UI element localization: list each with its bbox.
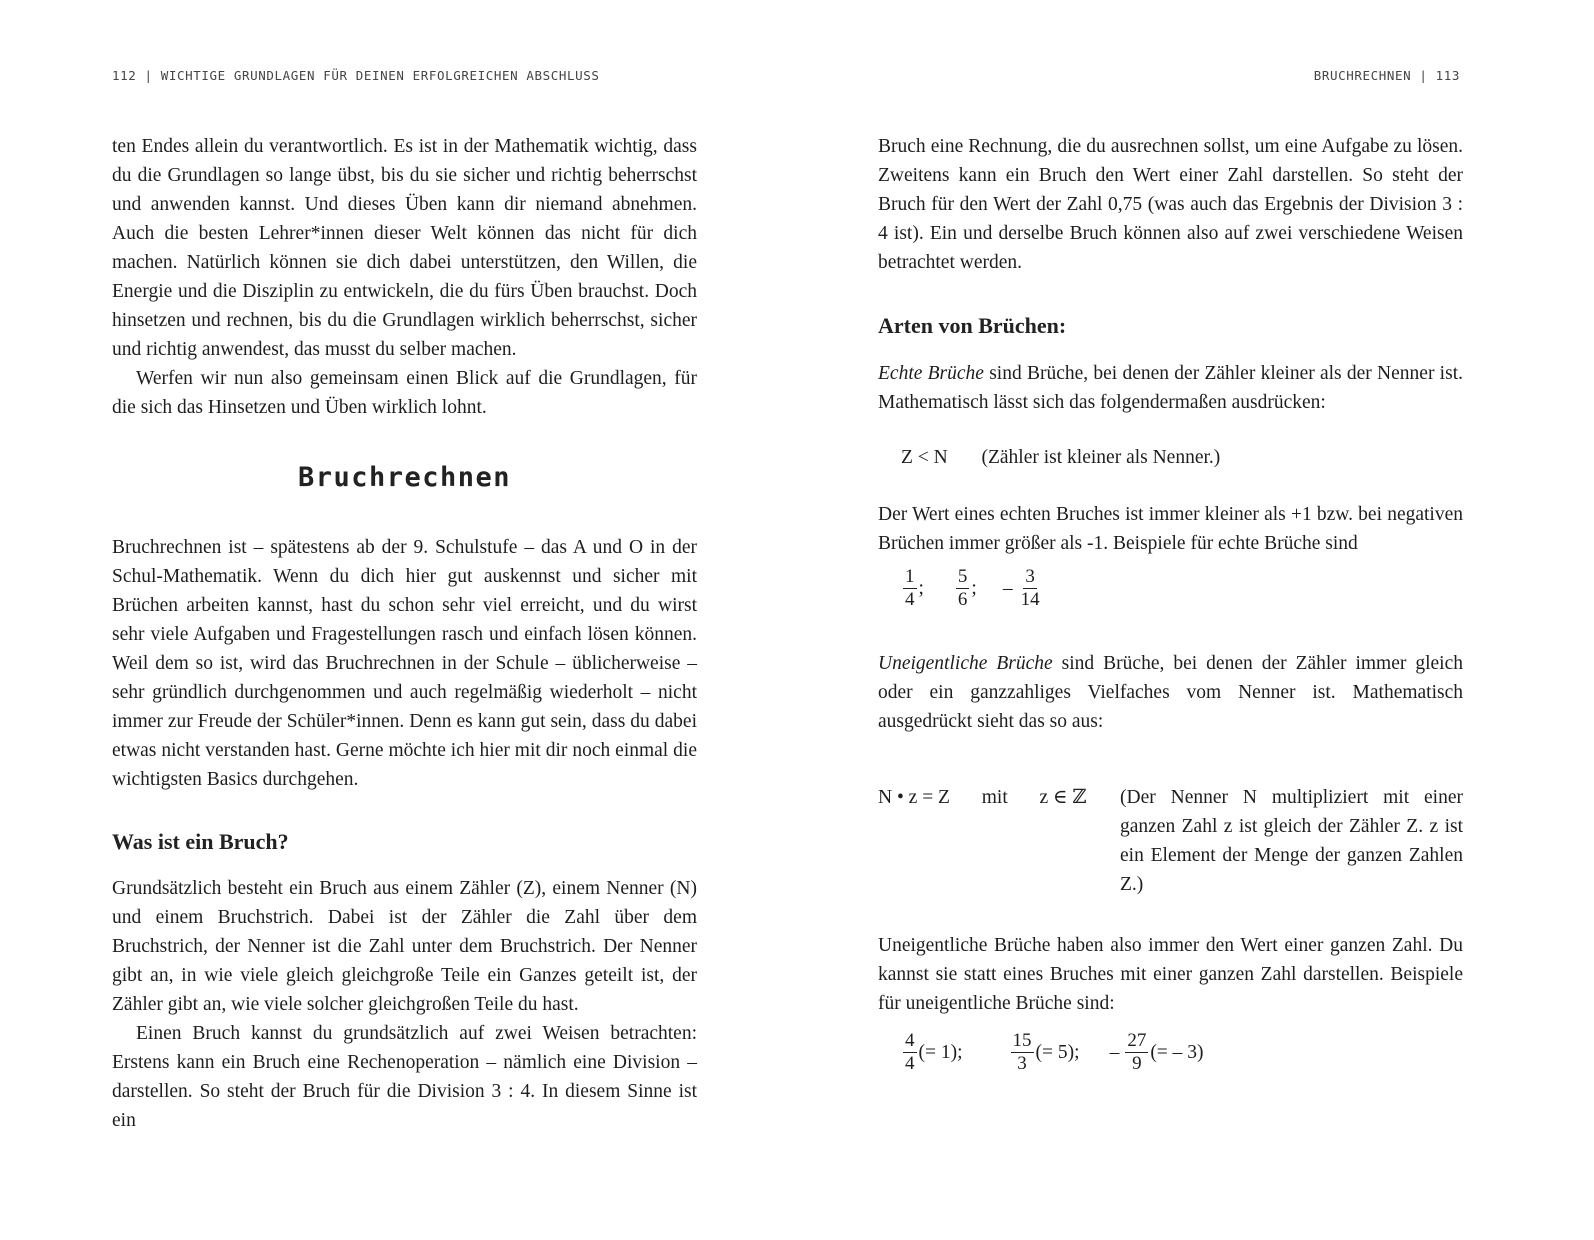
running-head-left: 112 | WICHTIGE GRUNDLAGEN FÜR DEINEN ERFOLGREICHEN ABSCHLUSS	[112, 68, 600, 83]
numerator: 4	[905, 1030, 915, 1051]
fraction	[903, 566, 917, 611]
fraction	[1011, 1030, 1034, 1075]
formula-row	[878, 443, 1463, 472]
paragraph: Werfen wir nun also gemeinsam einen Blick auf die Grundlagen, für die sich das Hinsetzen und Üben wirklich lohnt.	[112, 368, 697, 418]
fraction-value: (= – 3)	[1150, 1041, 1204, 1063]
fraction-value: (= 5);	[1035, 1041, 1080, 1063]
minus-sign: –	[1109, 1041, 1120, 1063]
section-heading: Was ist ein Bruch?	[112, 829, 289, 854]
examples-proper-fractions	[878, 566, 1463, 611]
denominator: 4	[905, 589, 915, 610]
formula-row	[878, 783, 1463, 899]
formula-note: (Der Nenner N multipliziert mit einer ganzen Zahl z ist gleich der Zähler Z. z ist ein Element der Menge der ganzen Zahlen Z.)	[1120, 787, 1463, 895]
formula-note: (Zähler ist kleiner als Nenner.)	[981, 447, 1221, 468]
paragraph: Uneigentliche Brüche haben also immer den Wert einer ganzen Zahl. Du kannst sie statt eines Bruches mit einer ganzen Zahl darstellen. Beispiele für uneigentliche Brüche sind:	[878, 935, 1463, 1014]
paragraph-text: sind Brüche, bei denen der Zähler kleiner als der Nenner ist. Mathematisch lässt sich das folgendermaßen ausdrücken:	[878, 363, 1463, 413]
paragraph: Grundsätzlich besteht ein Bruch aus einem Zähler (Z), einem Nenner (N) und einem Bruchstrich. Dabei ist der Zähler die Zahl über dem Bruchstrich, der Nenner ist die Zahl unter dem Bruchstrich. Der Nenner gibt an, in wie viele gleich gleichgroße Teile ein Ganzes geteilt ist, der Zähler gibt an, wie viele solcher gleichgroßen Teile du hast.	[112, 878, 697, 1015]
paragraph	[878, 359, 1463, 417]
chapter-title: Bruchrechnen	[297, 462, 512, 493]
numerator: 5	[957, 566, 968, 587]
emphasis-term: Uneigentliche Brüche	[878, 653, 1053, 674]
formula-connector: mit	[981, 787, 1008, 808]
fraction	[956, 566, 970, 611]
numerator: 27	[1127, 1030, 1147, 1051]
formula: Z < N	[901, 447, 948, 468]
right-column	[878, 132, 1463, 1075]
right-page	[797, 0, 1594, 1240]
paragraph: Der Wert eines echten Bruches ist immer kleiner als +1 bzw. bei negativen Brüchen immer größer als -1. Beispiele für echte Brüche sind	[878, 504, 1463, 554]
formula-note-box	[1120, 783, 1463, 899]
separator: ;	[971, 577, 977, 599]
denominator: 4	[905, 1053, 915, 1074]
fraction	[1125, 1030, 1148, 1075]
numerator: 3	[1025, 566, 1035, 587]
running-head-right: BRUCHRECHNEN | 113	[1313, 68, 1460, 83]
numerator: 1	[905, 566, 915, 587]
fraction-value: (= 1);	[918, 1041, 963, 1063]
formula	[878, 783, 1120, 812]
section-heading: Arten von Brüchen:	[878, 313, 1067, 338]
formula-set: z ∈ ℤ	[1039, 787, 1087, 808]
denominator: 9	[1132, 1053, 1142, 1074]
denominator: 3	[1017, 1053, 1027, 1074]
denominator: 14	[1020, 589, 1040, 610]
left-column	[112, 132, 697, 1135]
paragraph-text: sind Brüche, bei denen der Zähler immer gleich oder ein ganzzahliges Vielfaches vom Nenner ist. Mathematisch ausgedrückt sieht das so aus:	[878, 653, 1464, 732]
fraction	[903, 1030, 917, 1075]
formula-expression: N • z = Z	[878, 787, 950, 808]
paragraph: Bruch eine Rechnung, die du ausrechnen sollst, um eine Aufgabe zu lösen. Zweitens kann ein Bruch den Wert einer Zahl darstellen. So steht der Bruch für den Wert der Zahl 0,75 (was auch das Ergebnis der Division 3 : 4 ist). Ein und derselbe Bruch können also auf zwei verschiedene Weisen betrachtet werden.	[878, 136, 1463, 273]
separator: ;	[918, 577, 924, 599]
numerator: 15	[1012, 1030, 1032, 1051]
paragraph: Bruchrechnen ist – spätestens ab der 9. Schulstufe – das A und O in der Schul-Mathematik. Wenn du dich hier gut auskennst und sicher mit Brüchen arbeiten kannst, hast du schon sehr viel erreicht, und du wirst sehr viele Aufgaben und Fragestellungen rasch und einfach lösen können. Weil dem so ist, wird das Bruchrechnen in der Schule – üblicherweise – sehr gründlich durchgenommen und auch regelmäßig wiederholt – nicht immer zur Freude der Schüler*innen. Denn es kann gut sein, dass du dabei etwas nicht verstanden hast. Gerne möchte ich hier mit dir noch einmal die wichtigsten Basics durchgehen.	[112, 537, 697, 790]
fraction	[1019, 566, 1042, 611]
paragraph: ten Endes allein du verantwortlich. Es ist in der Mathematik wichtig, dass du die Grundlagen so lange übst, bis du sie sicher und richtig beherrschst und anwenden kannst. Und dieses Üben kann dir niemand abnehmen. Auch die besten Lehrer*innen dieser Welt können das nicht für dich machen. Natürlich können sie dich dabei unterstützen, den Willen, die Energie und die Disziplin zu entwickeln, die du fürs Üben brauchst. Doch hinsetzen und rechnen, bis du die Grundlagen wirklich beherrschst, sicher und richtig anwendest, das musst du selber machen.	[112, 136, 697, 360]
paragraph: Einen Bruch kannst du grundsätzlich auf zwei Weisen betrachten: Erstens kann ein Bruch eine Rechenoperation – nämlich eine Division – darstellen. So steht der Bruch für die Division 3 : 4. In diesem Sinne ist ein	[112, 1023, 697, 1131]
minus-sign: –	[1002, 577, 1013, 599]
paragraph	[878, 649, 1463, 736]
examples-improper-fractions	[878, 1030, 1463, 1075]
emphasis-term: Echte Brüche	[878, 363, 984, 384]
denominator: 6	[957, 589, 968, 610]
